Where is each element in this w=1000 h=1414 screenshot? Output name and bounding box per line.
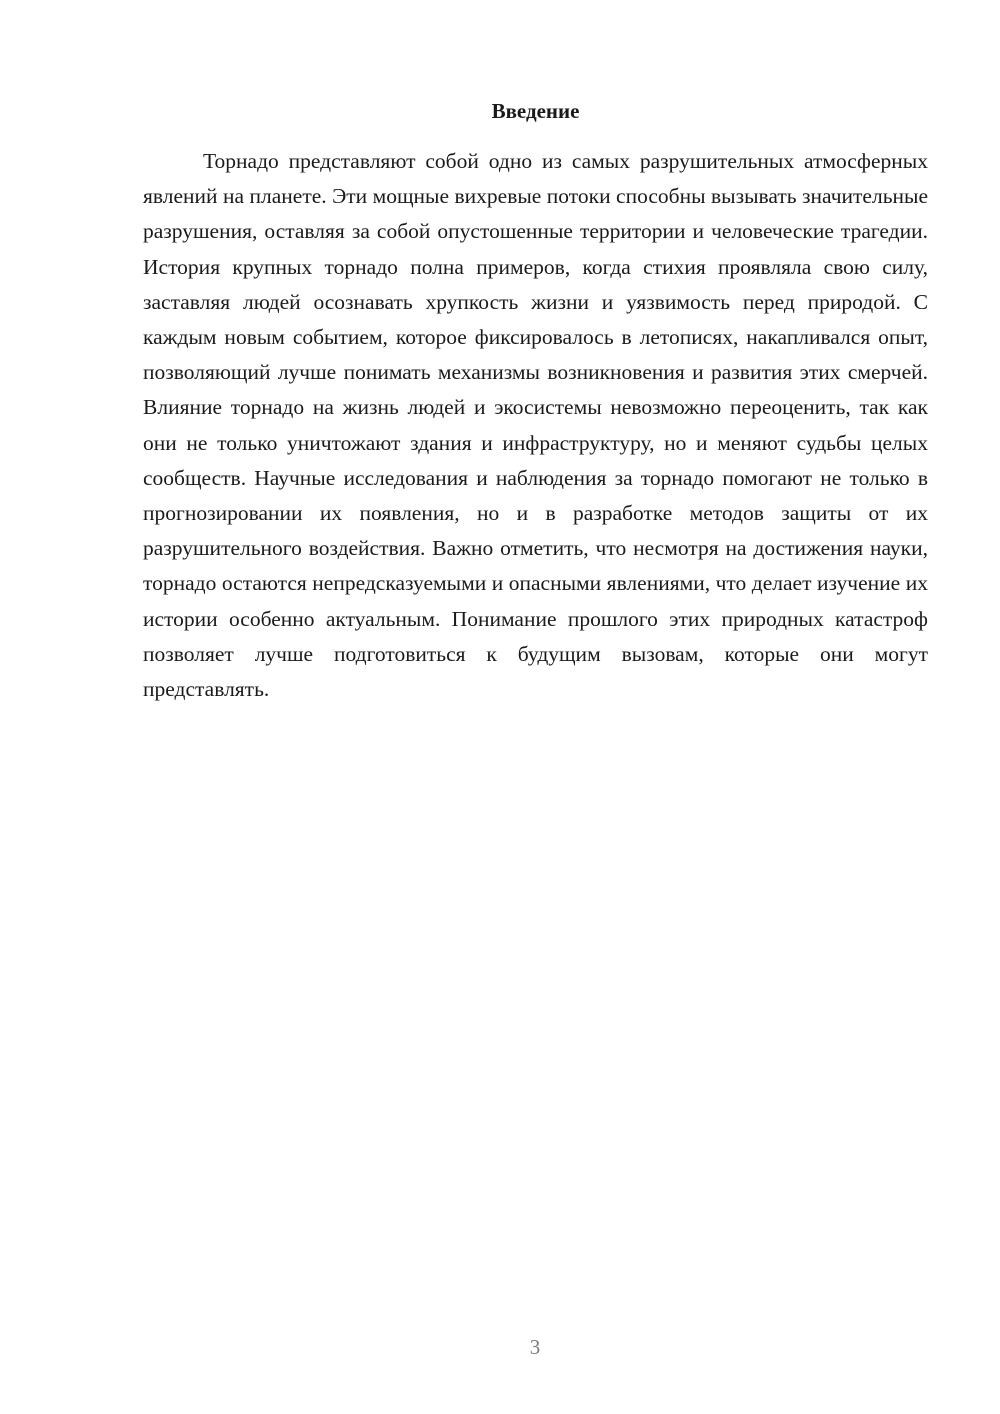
section-heading: Введение xyxy=(491,99,580,123)
body-paragraph: Торнадо представляют собой одно из самых разрушительных атмосферных явлений на планете. Эти мощные вихревые потоки способны вызывать значительные разрушения, оставляя за собой опустошенные территории и человеческие трагедии. История крупных торнадо полна примеров, когда стихия проявляла свою силу, заставляя людей осознавать хрупкость жизни и уязвимость перед природой. С каждым новым событием, которое фиксировалось в летописях, накапливался опыт, позволяющий лучше понимать механизмы возникновения и развития этих смерчей. Влияние торнадо на жизнь людей и экосистемы невозможно переоценить, так как они не только уничтожают здания и инфраструктуру, но и меняют судьбы целых сообществ. Научные исследования и наблюдения за торнадо помогают не только в прогнозировании их появления, но и в разработке методов защиты от их разрушительного воздействия. Важно отметить, что несмотря на достижения науки, торнадо остаются непредсказуемыми и опасными явлениями, что делает изучение их истории особенно актуальным. Понимание прошлого этих природных катастроф позволяет лучше подготовиться к будущим вызовам, которые они могут представлять. xyxy=(143,149,928,702)
page-number: 3 xyxy=(529,1335,541,1359)
